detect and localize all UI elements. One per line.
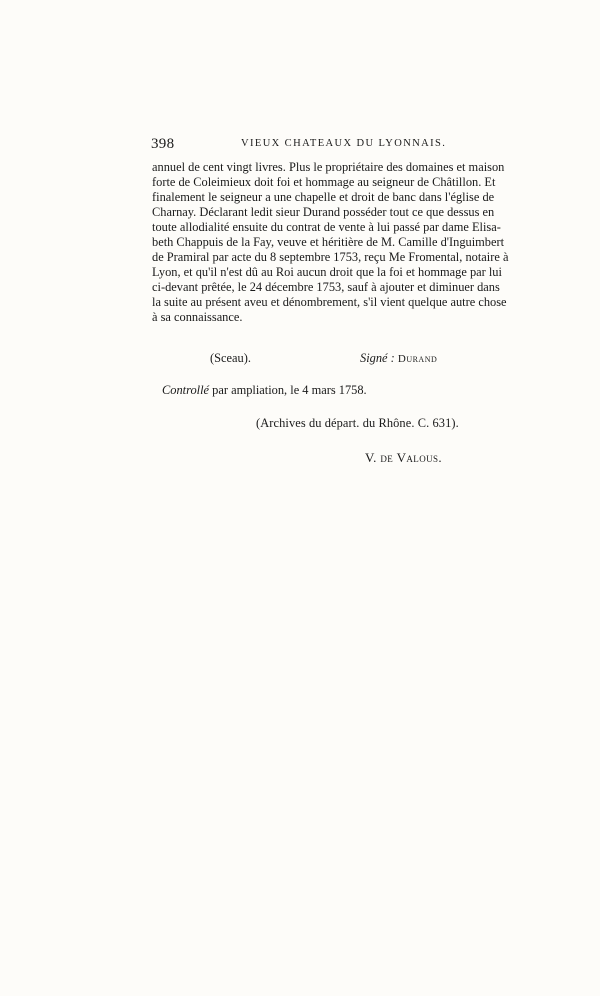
body-line: la suite au présent aveu et dénombrement, s'il vient quelque autre chose bbox=[152, 295, 507, 309]
page-header bbox=[151, 136, 451, 156]
page-number: 398 bbox=[151, 136, 175, 152]
body-line: forte de Coleimieux doit foi et hommage au seigneur de Châtillon. Et bbox=[152, 175, 496, 189]
control-rest: par ampliation, le 4 mars 1758. bbox=[209, 383, 367, 397]
body-line: Charnay. Déclarant ledit sieur Durand posséder tout ce que dessus en bbox=[152, 205, 495, 219]
body-line: de Pramiral par acte du 8 septembre 1753, reçu Me Fromental, notaire à bbox=[152, 250, 509, 264]
author-signature: V. de Valous. bbox=[365, 450, 443, 465]
body-line: finalement le seigneur a une chapelle et droit de banc dans l'église de bbox=[152, 190, 495, 204]
seal-note: (Sceau). bbox=[210, 351, 251, 365]
body-paragraph bbox=[152, 160, 509, 325]
control-italic: Controllé bbox=[162, 383, 210, 397]
body-line: ci-devant prêtée, le 24 décembre 1753, sauf à ajouter et diminuer dans bbox=[152, 280, 500, 294]
signed-name: Durand bbox=[397, 353, 438, 365]
signed-label: Signé : bbox=[360, 351, 395, 365]
running-title: VIEUX CHATEAUX DU LYONNAIS. bbox=[241, 138, 447, 149]
signature-line bbox=[360, 351, 437, 366]
archives-citation: (Archives du départ. du Rhône. C. 631). bbox=[256, 416, 459, 430]
body-line: Lyon, et qu'il n'est dû au Roi aucun droit que la foi et hommage par lui bbox=[152, 265, 502, 279]
body-line: toute allodialité ensuite du contrat de vente à lui passé par dame Elisa- bbox=[152, 220, 501, 234]
body-line: beth Chappuis de la Fay, veuve et héritière de M. Camille d'Inguimbert bbox=[152, 235, 505, 249]
body-line: annuel de cent vingt livres. Plus le propriétaire des domaines et maison bbox=[152, 160, 505, 174]
body-line: à sa connaissance. bbox=[152, 310, 243, 324]
control-note bbox=[162, 383, 367, 398]
